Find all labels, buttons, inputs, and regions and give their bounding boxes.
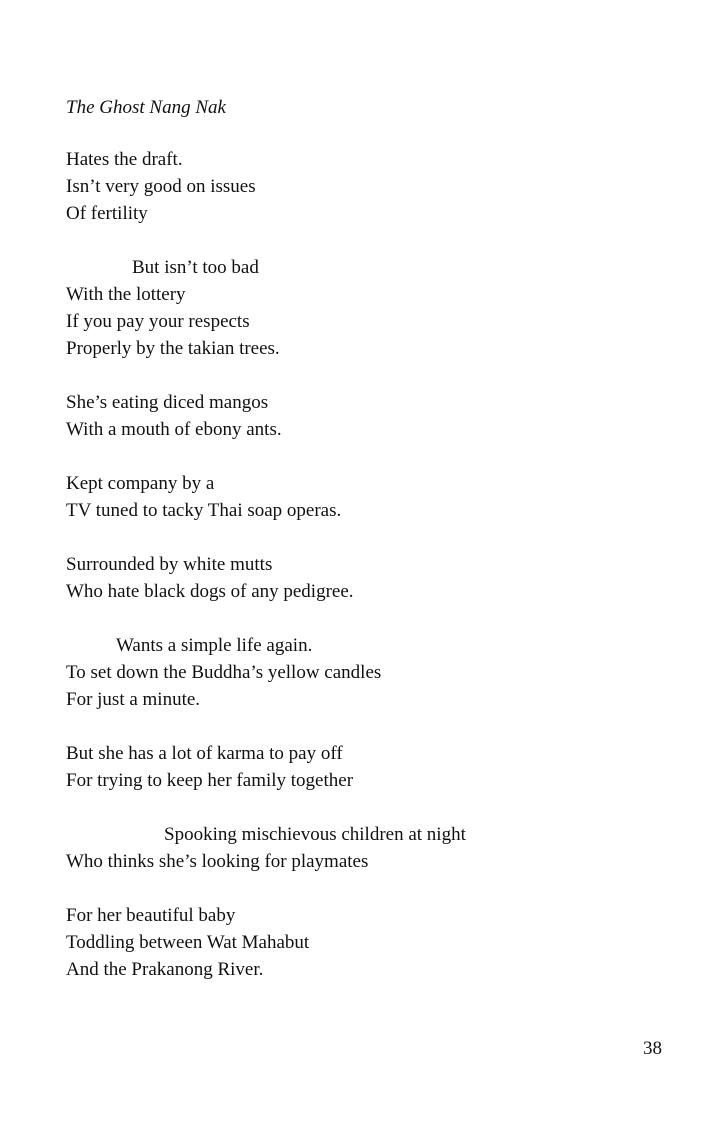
poem-line: Isn’t very good on issues <box>66 176 256 197</box>
stanza-gap <box>66 443 686 470</box>
page-number: 38 <box>643 1038 662 1059</box>
stanza <box>66 740 686 794</box>
poem-line: If you pay your respects <box>66 311 250 332</box>
poem-line: Toddling between Wat Mahabut <box>66 932 310 953</box>
stanza-gap <box>66 794 686 821</box>
poem-line: Hates the draft. <box>66 149 183 170</box>
poem-line: But isn’t too bad <box>132 257 259 278</box>
stanza-gap <box>66 524 686 551</box>
poem-line: But she has a lot of karma to pay off <box>66 743 343 764</box>
poem-line: Kept company by a <box>66 473 215 494</box>
poem-line: Surrounded by white mutts <box>66 554 273 575</box>
poem-line: Who hate black dogs of any pedigree. <box>66 581 354 602</box>
poem-line: For her beautiful baby <box>66 905 236 926</box>
stanza <box>66 632 686 713</box>
poem-title: The Ghost Nang Nak <box>66 97 226 118</box>
poem-line: Of fertility <box>66 203 148 224</box>
poem-line: Properly by the takian trees. <box>66 338 280 359</box>
stanza <box>66 821 686 875</box>
poem-line: With the lottery <box>66 284 186 305</box>
poem-line: With a mouth of ebony ants. <box>66 419 282 440</box>
stanza <box>66 146 686 227</box>
poem-line: For just a minute. <box>66 689 201 710</box>
stanza <box>66 470 686 524</box>
poem-line: She’s eating diced mangos <box>66 392 269 413</box>
poem-line: Who thinks she’s looking for playmates <box>66 851 369 872</box>
stanza <box>66 254 686 362</box>
stanza <box>66 551 686 605</box>
poem-line: TV tuned to tacky Thai soap operas. <box>66 500 342 521</box>
poem-line: To set down the Buddha’s yellow candles <box>66 662 382 683</box>
poem-line: Wants a simple life again. <box>116 635 313 656</box>
stanza <box>66 902 686 983</box>
poem-line: Spooking mischievous children at night <box>164 824 466 845</box>
stanza-gap <box>66 362 686 389</box>
poem-line: For trying to keep her family together <box>66 770 354 791</box>
poem-body <box>66 146 686 983</box>
stanza-gap <box>66 605 686 632</box>
stanza <box>66 389 686 443</box>
stanza-gap <box>66 227 686 254</box>
poem-line: And the Prakanong River. <box>66 959 264 980</box>
stanza-gap <box>66 875 686 902</box>
stanza-gap <box>66 713 686 740</box>
